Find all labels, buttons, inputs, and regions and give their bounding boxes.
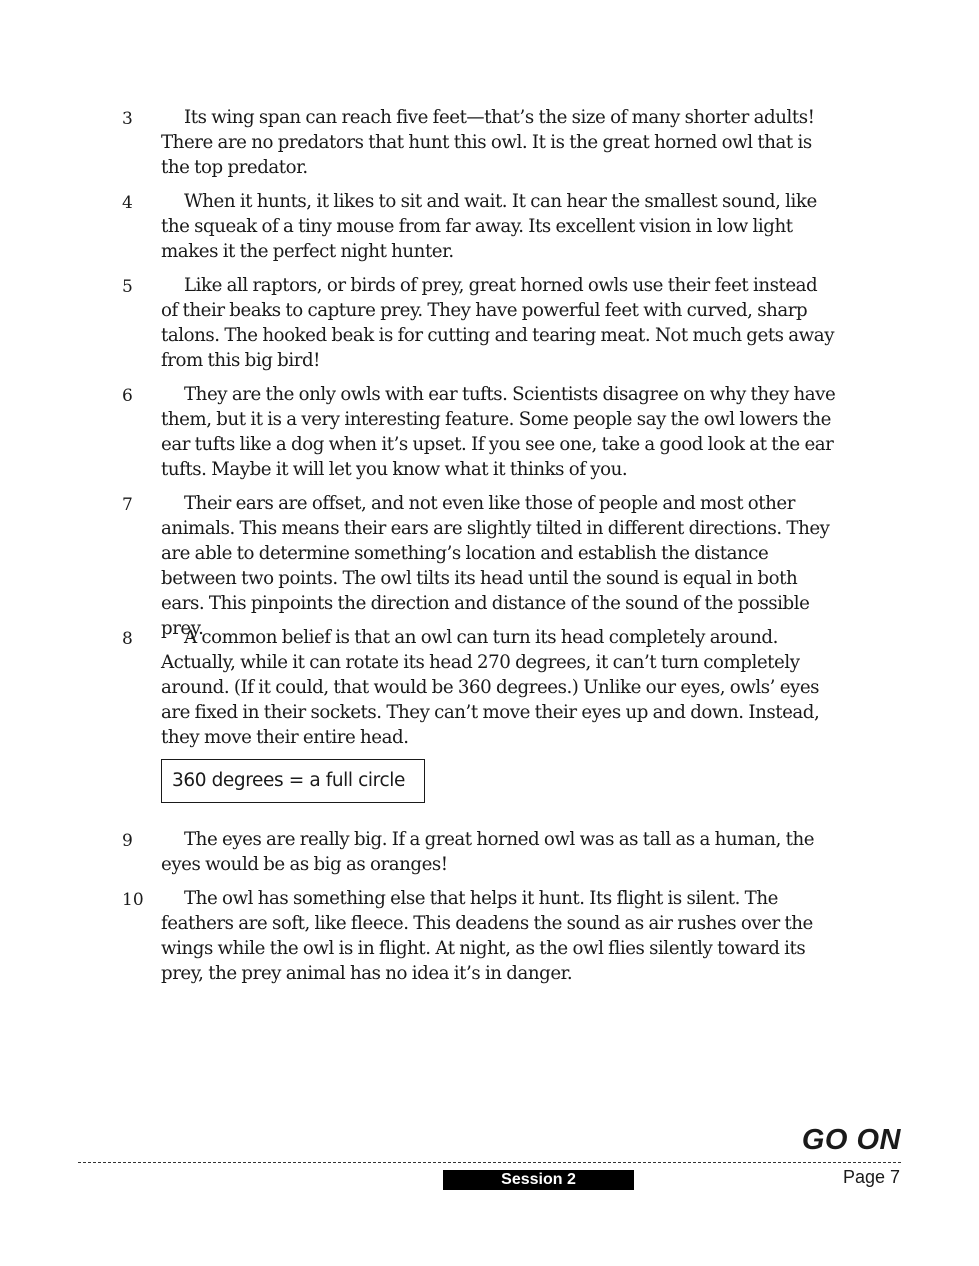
- definition-callout-box: 360 degrees = a full circle: [161, 759, 425, 803]
- paragraph-text: The eyes are really big. If a great horned owl was as tall as a human, the eyes would be as big as oranges!: [161, 829, 815, 875]
- paragraph-text: When it hunts, it likes to sit and wait. It can hear the smallest sound, like the squeak of a tiny mouse from far away. Its excellent vision in low light makes it the perfect night hunter.: [161, 191, 817, 262]
- paragraph-number: 3: [122, 109, 133, 129]
- paragraph-number: 4: [122, 193, 133, 213]
- session-badge: Session 2: [443, 1170, 634, 1190]
- paragraph-text: Like all raptors, or birds of prey, great horned owls use their feet instead of their beaks to capture prey. They have powerful feet with curved, sharp talons. The hooked beak is for cutting and tearing meat. Not much gets away from this big bird!: [161, 275, 835, 371]
- paragraph-text: They are the only owls with ear tufts. Scientists disagree on why they have them, but it is a very interesting feature. Some people say the owl lowers the ear tufts like a dog when it’s upset. If you see one, take a good look at the ear tufts. Maybe it will let you know what it thinks of you.: [161, 384, 836, 480]
- dashed-divider: [78, 1162, 901, 1163]
- paragraph-number: 9: [122, 831, 133, 851]
- paragraph-number: 7: [122, 495, 133, 515]
- paragraph-text: The owl has something else that helps it hunt. Its flight is silent. The feathers are soft, like fleece. This deadens the sound as air rushes over the wings while the owl is in flight. At night, as the owl flies silently toward its prey, the prey animal has no idea it’s in danger.: [161, 888, 813, 984]
- paragraph-number: 8: [122, 629, 133, 649]
- paragraph-text: Its wing span can reach five feet—that’s the size of many shorter adults! There are no predators that hunt this owl. It is the great horned owl that is the top predator.: [161, 107, 815, 178]
- go-on-label: GO ON: [801, 1124, 901, 1156]
- paragraph-text: A common belief is that an owl can turn its head completely around. Actually, while it can rotate its head 270 degrees, it can’t turn completely around. (If it could, that would be 360 degrees.) Unlike our eyes, owls’ eyes are fixed in their sockets. They can’t move their eyes up and down. Instead, they move their entire head.: [161, 627, 820, 748]
- page-number: Page 7: [842, 1167, 900, 1187]
- paragraph-number: 6: [122, 386, 133, 406]
- paragraph-text: Their ears are offset, and not even like those of people and most other animals. This means their ears are slightly tilted in different directions. They are able to determine something’s location and establish the distance between two points. The owl tilts its head until the sound is equal in both ears. This pinpoints the direction and distance of the sound of the possible prey.: [161, 493, 830, 639]
- paragraph-number: 10: [122, 890, 144, 910]
- paragraph-number: 5: [122, 277, 133, 297]
